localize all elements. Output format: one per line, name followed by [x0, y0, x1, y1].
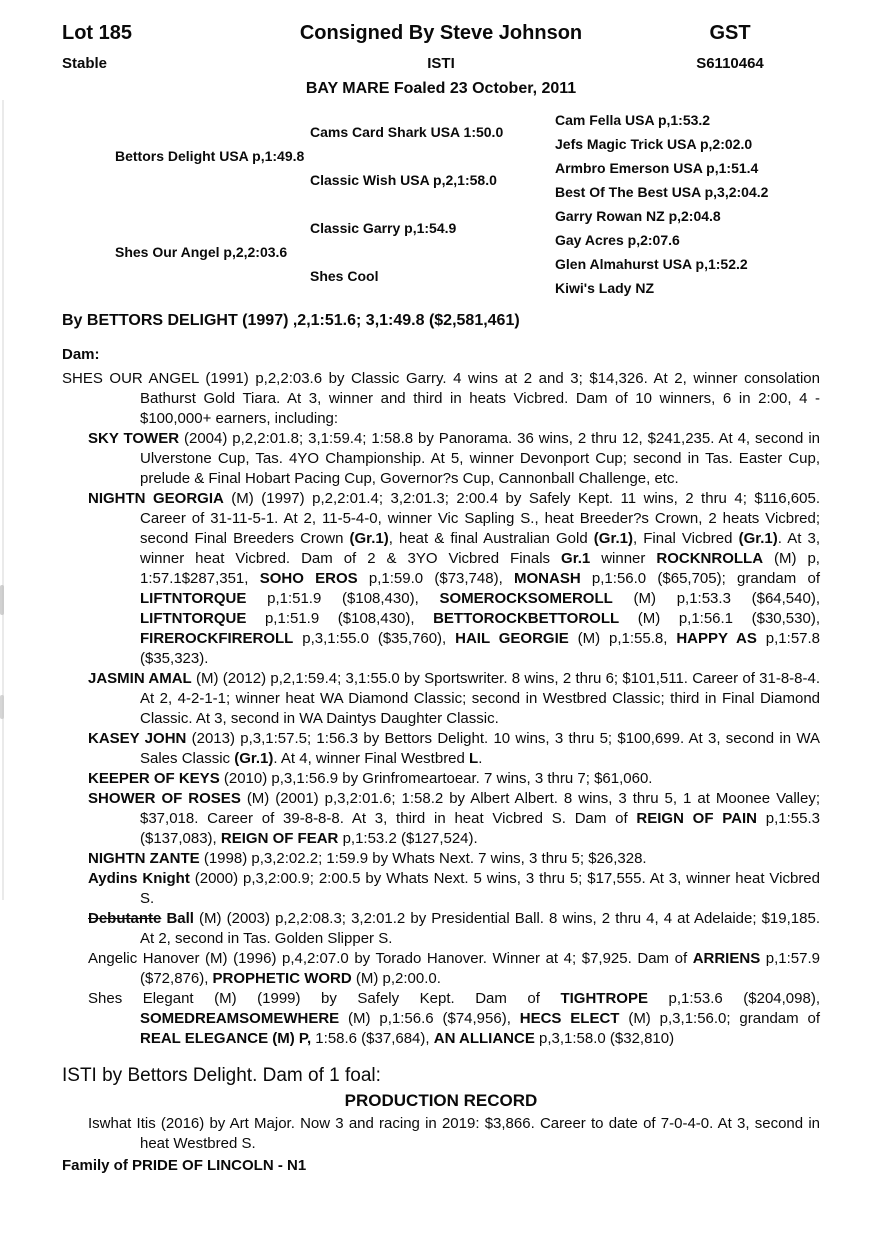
entry-text: (2004) p,2,2:01.8; 3,1:59.4; 1:58.8 by Panorama. 36 wins, 2 thru 12, $241,235. At 4, second in Ulverstone Cup, Tas. 4YO Championship. At 5, winner Devonport Cup; second in Tas. Easter Cup, prelude & Final Hobart Pacing Cup, Governor?s Cup, Cannonball Challenge, etc. [140, 430, 821, 487]
pedigree-entry [62, 989, 820, 1049]
entry-text: (M) p,3,1:56.0; grandam of [619, 1010, 821, 1027]
entry-text: p,3,1:58.0 ($32,810) [534, 1030, 675, 1047]
entry-text: . [478, 750, 483, 767]
entry-text: (M) (2001) p,3,2:01.6; 1:58.2 by Albert Albert. 8 wins, 3 thru 5, 1 at Moonee Valley; $37,018. Career of 39-8-8-8. At 3, third in heat Vicbred S. Dam of [140, 790, 820, 827]
horse-name-text: HAIL GEORGIE [455, 630, 569, 647]
entry-text: (M) (2012) p,2,1:59.4; 3,1:55.0 by Sportswriter. 8 wins, 2 thru 6; $101,511. Career of 31-8-8-4. At 2, 4-2-1-1; winner heat WA Diamond Classic; second in Westbred Classic; third in Final Diamond Classic. At 3, second in WA Daintys Daughter Classic. [140, 670, 821, 727]
pedigree-name: Gay Acres p,2:07.6 [555, 232, 680, 248]
entry-text: Shes Elegant (M) (1999) by Safely Kept. Dam of [88, 990, 561, 1007]
horse-name-text: KEEPER OF KEYS [88, 770, 220, 787]
entry-text: p,1:56.0 ($65,705); grandam of [580, 570, 820, 587]
pedigree-entry [62, 429, 820, 489]
production-record-title: PRODUCTION RECORD [344, 1091, 538, 1110]
pedigree-entry [62, 729, 820, 769]
entry-text: (M) p, 1:57.1$287,351, [140, 550, 820, 587]
horse-name-text: LIFTNTORQUE [140, 590, 247, 607]
horse-name-text: Gr.1 [561, 550, 591, 567]
entry-text: (1998) p,3,2:02.2; 1:59.9 by Whats Next. 7 wins, 3 thru 5; $26,328. [199, 850, 647, 867]
horse-name-text: NIGHTN GEORGIA [88, 490, 224, 507]
pedigree-gen3-column [555, 108, 820, 300]
entry-text: Angelic Hanover (M) (1996) p,4,2:07.0 by Torado Hanover. Winner at 4; $7,925. Dam of [88, 950, 693, 967]
horse-name-text: SOMEROCKSOMEROLL [439, 590, 613, 607]
pedigree-entry [62, 789, 820, 849]
horse-name-text: KASEY JOHN [88, 730, 187, 747]
page-header [62, 22, 820, 98]
horse-name-text: REIGN OF PAIN [636, 810, 757, 827]
horse-name-text: FIREROCKFIREROLL [140, 630, 294, 647]
pedigree-name: Armbro Emerson USA p,1:51.4 [555, 160, 759, 176]
pedigree-entry [62, 769, 820, 789]
consignor-title: Consigned By Steve Johnson [299, 22, 583, 44]
pedigree-name: Cams Card Shark USA 1:50.0 [310, 124, 504, 140]
entry-text: (M) p,1:55.8, [568, 630, 677, 647]
horse-name-text: HECS ELECT [519, 1010, 620, 1027]
entry-text: winner [590, 550, 657, 567]
entry-text: 1:58.6 ($37,684), [311, 1030, 434, 1047]
entry-text: (2000) p,3,2:00.9; 2:00.5 by Whats Next. 5 wins, 3 thru 5; $17,555. At 3, winner heat Vicbred S. [140, 870, 820, 907]
pedigree-gen1-column [115, 108, 310, 300]
horse-name-text: Ball [161, 910, 194, 927]
gst-label: GST [709, 22, 751, 44]
horse-name-text: TIGHTROPE [560, 990, 648, 1007]
pedigree-name: Jefs Magic Trick USA p,2:02.0 [555, 136, 753, 152]
pedigree-name: Garry Rowan NZ p,2:04.8 [555, 208, 721, 224]
horse-name-text: HAPPY AS [676, 630, 757, 647]
horse-name-text: SKY TOWER [88, 430, 180, 447]
entry-text: p,1:53.6 ($204,098), [647, 990, 820, 1007]
pedigree-name: Classic Garry p,1:54.9 [310, 220, 457, 236]
entry-text: p,1:57.9 ($72,876), [140, 950, 820, 987]
entry-text: (M) p,2:00.0. [351, 970, 441, 987]
entry-text: p,1:55.3 ($137,083), [140, 810, 820, 847]
horse-name-text: SOHO EROS [259, 570, 358, 587]
entry-text: p,1:53.2 ($127,524). [338, 830, 478, 847]
horse-name-text: (Gr.1) [738, 530, 778, 547]
horse-name-text: (Gr.1) [593, 530, 633, 547]
entry-text: (M) p,1:56.1 ($30,530), [619, 610, 820, 627]
pedigree-entry [62, 909, 820, 949]
entry-text: Iswhat Itis (2016) by Art Major. Now 3 and racing in 2019: $3,866. Career to date of 7-0-4-0. At 3, second in heat Westbred S. [88, 1115, 820, 1152]
horse-name-text: REIGN OF FEAR [220, 830, 339, 847]
foaled-line: BAY MARE Foaled 23 October, 2011 [305, 80, 577, 97]
pedigree-name: Kiwi's Lady NZ [555, 280, 655, 296]
pedigree-entry [62, 489, 820, 669]
entry-text: p,1:57.8 ($35,323). [140, 630, 821, 667]
pedigree-entry [62, 369, 820, 429]
family-line: Family of PRIDE OF LINCOLN - N1 [62, 1157, 307, 1174]
entry-text: p,1:59.0 ($73,748), [357, 570, 514, 587]
pedigree-name: Glen Almahurst USA p,1:52.2 [555, 256, 748, 272]
horse-name-text: AN ALLIANCE [433, 1030, 535, 1047]
pedigree-table [115, 108, 820, 300]
pedigree-entry [62, 949, 820, 989]
sire-summary-line: By BETTORS DELIGHT (1997) ,2,1:51.6; 3,1:49.8 ($2,581,461) [62, 312, 520, 329]
entry-text: p,3,1:55.0 ($35,760), [293, 630, 456, 647]
horse-name-text: REAL ELEGANCE (M) P, [140, 1030, 312, 1047]
entry-text: p,1:51.9 ($108,430), [246, 610, 434, 627]
entry-text: , heat & final Australian Gold [388, 530, 594, 547]
pedigree-name: Best Of The Best USA p,3,2:04.2 [555, 184, 769, 200]
pedigree-entry [62, 869, 820, 909]
horse-name-text: L [469, 750, 479, 767]
catalog-code: S6110464 [696, 55, 764, 72]
entry-text: (2010) p,3,1:56.9 by Grinfromeartoear. 7 wins, 3 thru 7; $61,060. [219, 770, 653, 787]
horse-name-text: PROPHETIC WORD [212, 970, 352, 987]
pedigree-name: Shes Cool [310, 268, 379, 284]
entry-text: . At 3, winner heat Vicbred. Dam of 2 & 3YO Vicbred Finals [140, 530, 820, 567]
dam-label: Dam: [62, 346, 100, 363]
dam-entries [62, 369, 820, 1049]
production-entries [62, 1114, 820, 1154]
pedigree-name: Bettors Delight USA p,1:49.8 [115, 148, 305, 164]
entry-text: (2013) p,3,1:57.5; 1:56.3 by Bettors Delight. 10 wins, 3 thru 5; $100,699. At 3, second in WA Sales Classic [140, 730, 820, 767]
entry-text: (M) (2003) p,2,2:08.3; 3,2:01.2 by Presidential Ball. 8 wins, 2 thru 4, 4 at Adelaide; $19,185. At 2, second in Tas. Golden Slipper S. [140, 910, 820, 947]
pedigree-name: Cam Fella USA p,1:53.2 [555, 112, 711, 128]
horse-name-text: (Gr.1) [349, 530, 389, 547]
entry-text: (M) p,1:56.6 ($74,956), [339, 1010, 520, 1027]
pedigree-entry [62, 1114, 820, 1154]
entry-text: , Final Vicbred [632, 530, 739, 547]
pedigree-entry [62, 669, 820, 729]
horse-name-text: JASMIN AMAL [88, 670, 192, 687]
entry-text: SHES OUR ANGEL (1991) p,2,2:03.6 by Classic Garry. 4 wins at 2 and 3; $14,326. At 2, winner consolation Bathurst Gold Tiara. At 3, winner and third in heats Vicbred. Dam of 10 winners, 6 in 2:00, 4 - $100,000+ earners, including: [62, 370, 820, 427]
horse-name-text: BETTOROCKBETTOROLL [433, 610, 620, 627]
horse-name-text: ROCKNROLLA [656, 550, 764, 567]
isti-summary-line: ISTI by Bettors Delight. Dam of 1 foal: [62, 1065, 381, 1086]
pedigree-name: Shes Our Angel p,2,2:03.6 [115, 244, 288, 260]
entry-text: (M) p,1:53.3 ($64,540), [612, 590, 820, 607]
pedigree-gen2-column [310, 108, 555, 300]
horse-name-text: (Gr.1) [234, 750, 274, 767]
horse-name: ISTI [427, 55, 455, 72]
lot-number: Lot 185 [62, 22, 133, 44]
entry-text: . At 4, winner Final Westbred [273, 750, 470, 767]
entry-text: p,1:51.9 ($108,430), [246, 590, 440, 607]
horse-name-text: MONASH [514, 570, 581, 587]
pedigree-name: Classic Wish USA p,2,1:58.0 [310, 172, 497, 188]
horse-name-text: ARRIENS [692, 950, 761, 967]
horse-name-text: SOMEDREAMSOMEWHERE [140, 1010, 340, 1027]
horse-name-text: SHOWER OF ROSES [88, 790, 241, 807]
stable-label: Stable [62, 55, 108, 72]
pedigree-entry [62, 849, 820, 869]
horse-name-text: Debutante [88, 910, 162, 927]
horse-name-text: LIFTNTORQUE [140, 610, 247, 627]
horse-name-text: Aydins Knight [88, 870, 190, 887]
horse-name-text: NIGHTN ZANTE [88, 850, 200, 867]
entry-text: (M) (1997) p,2,2:01.4; 3,2:01.3; 2:00.4 by Safely Kept. 11 wins, 2 thru 4; $116,605. Career of 31-11-5-1. At 2, 11-5-4-0, winner Vic Sapling S., heat Breeder?s Crown, 2 heats Vicbred; second Final Breeders Crown [140, 490, 820, 547]
